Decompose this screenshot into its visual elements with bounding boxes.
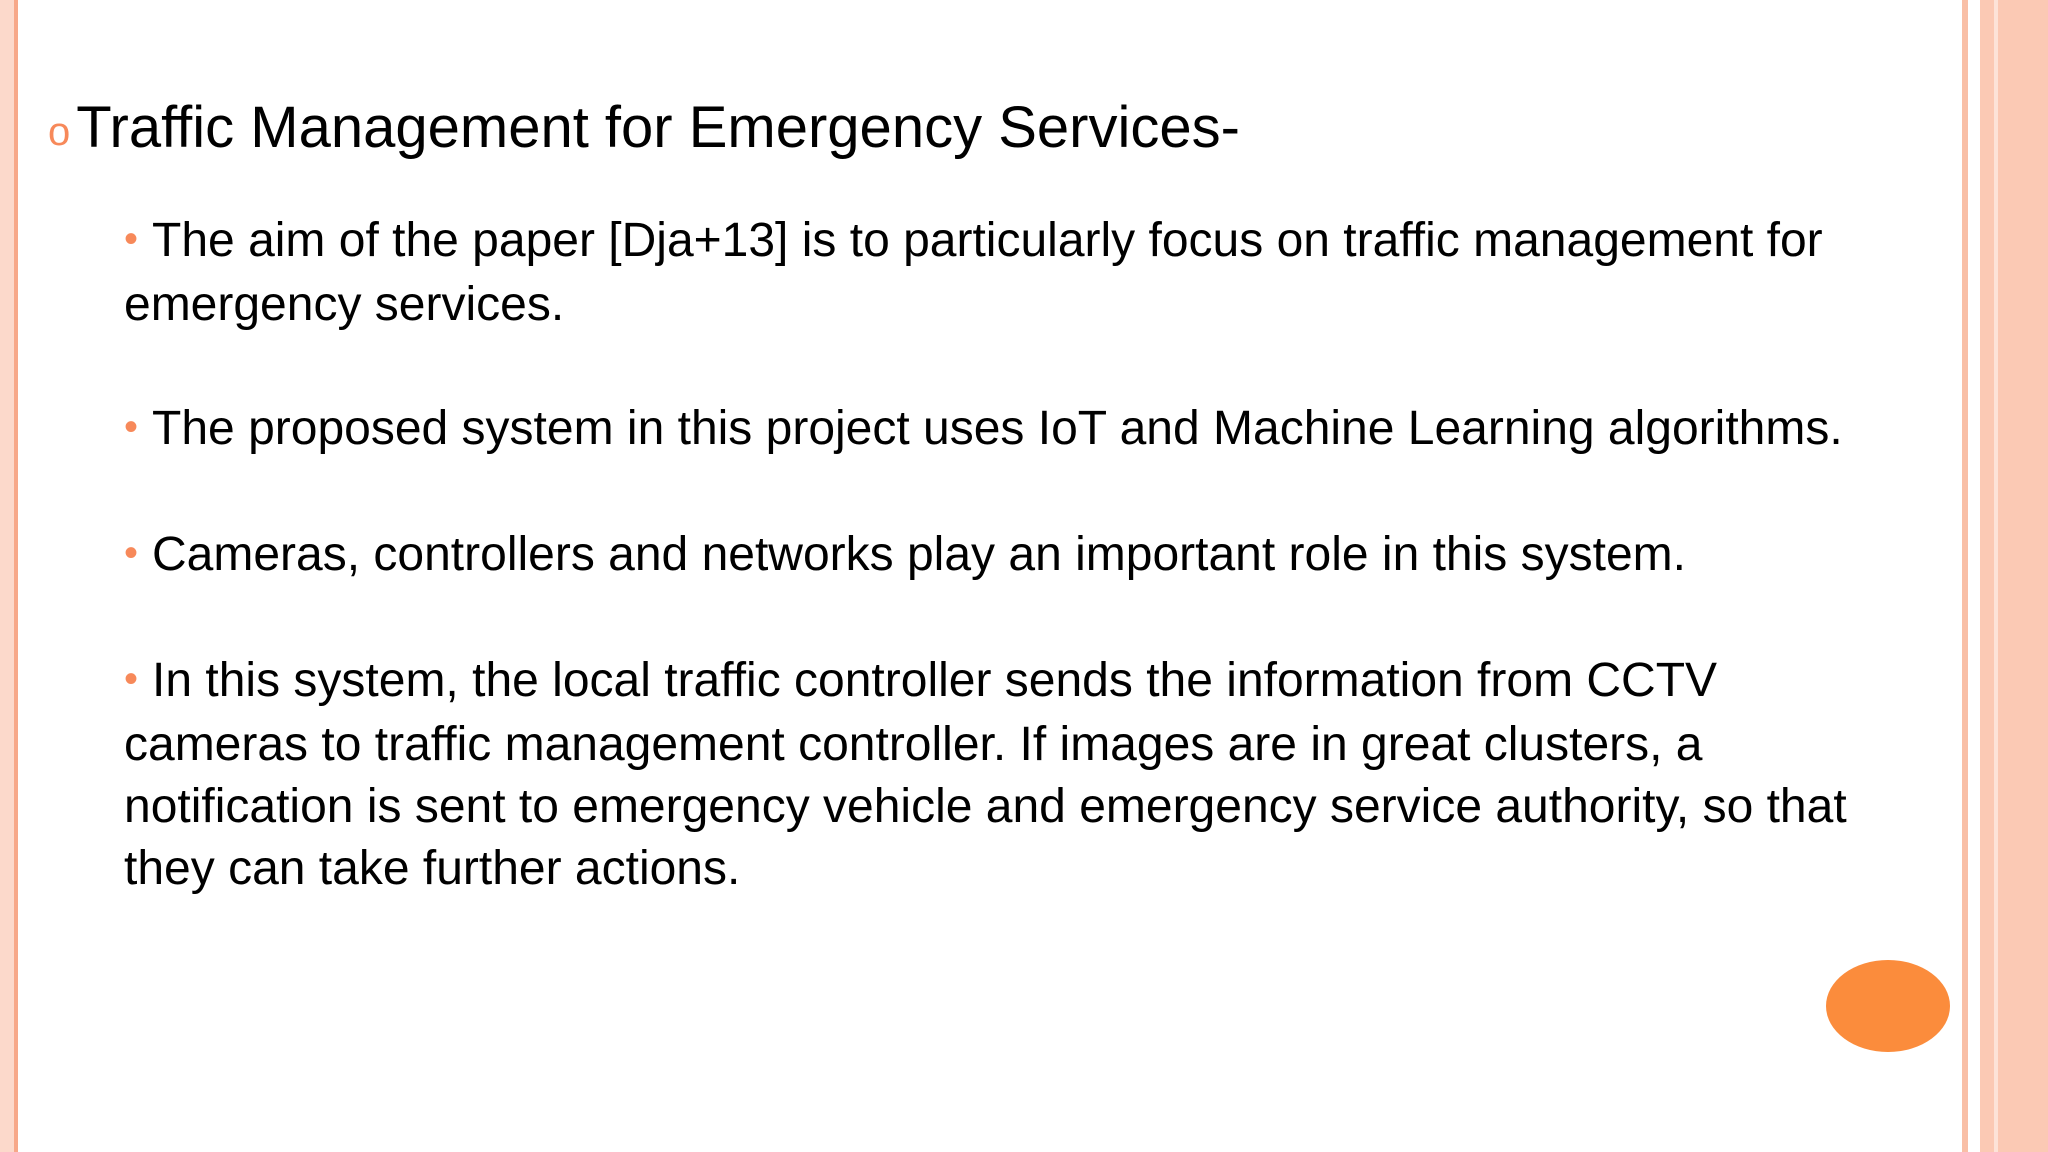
bullet-text: In this system, the local traffic controller sends the information from CCTV cameras to traffic management controller. If images are in great clusters, a notification is sent to emergency vehicle and emergency service authority, so that they can take further actions. <box>124 654 1847 895</box>
left-border-accent <box>14 0 18 1152</box>
bullet-text: The proposed system in this project uses IoT and Machine Learning algorithms. <box>152 402 1843 455</box>
bullet-paragraph <box>124 650 1884 900</box>
bullet-paragraph <box>124 210 1884 336</box>
bullet-paragraph <box>124 524 1884 588</box>
bullet-text: Cameras, controllers and networks play an important role in this system. <box>152 528 1686 581</box>
bullet-icon: • <box>124 531 139 575</box>
bullet-text: The aim of the paper [Dja+13] is to particularly focus on traffic management for emergency services. <box>124 214 1823 331</box>
right-border-gap <box>1968 0 1980 1152</box>
slide-body <box>124 210 1884 962</box>
right-border-highlight <box>1994 0 1998 1152</box>
bullet-icon: • <box>124 657 139 701</box>
left-border-stripe <box>0 0 14 1152</box>
orange-circle-decoration <box>1826 960 1950 1052</box>
title-marker-icon: o <box>48 110 71 154</box>
right-border-panel <box>1980 0 2048 1152</box>
bullet-paragraph <box>124 398 1884 462</box>
slide-title-text: Traffic Management for Emergency Services- <box>76 95 1240 160</box>
bullet-icon: • <box>124 217 139 261</box>
bullet-icon: • <box>124 405 139 449</box>
slide-title <box>48 92 1240 170</box>
